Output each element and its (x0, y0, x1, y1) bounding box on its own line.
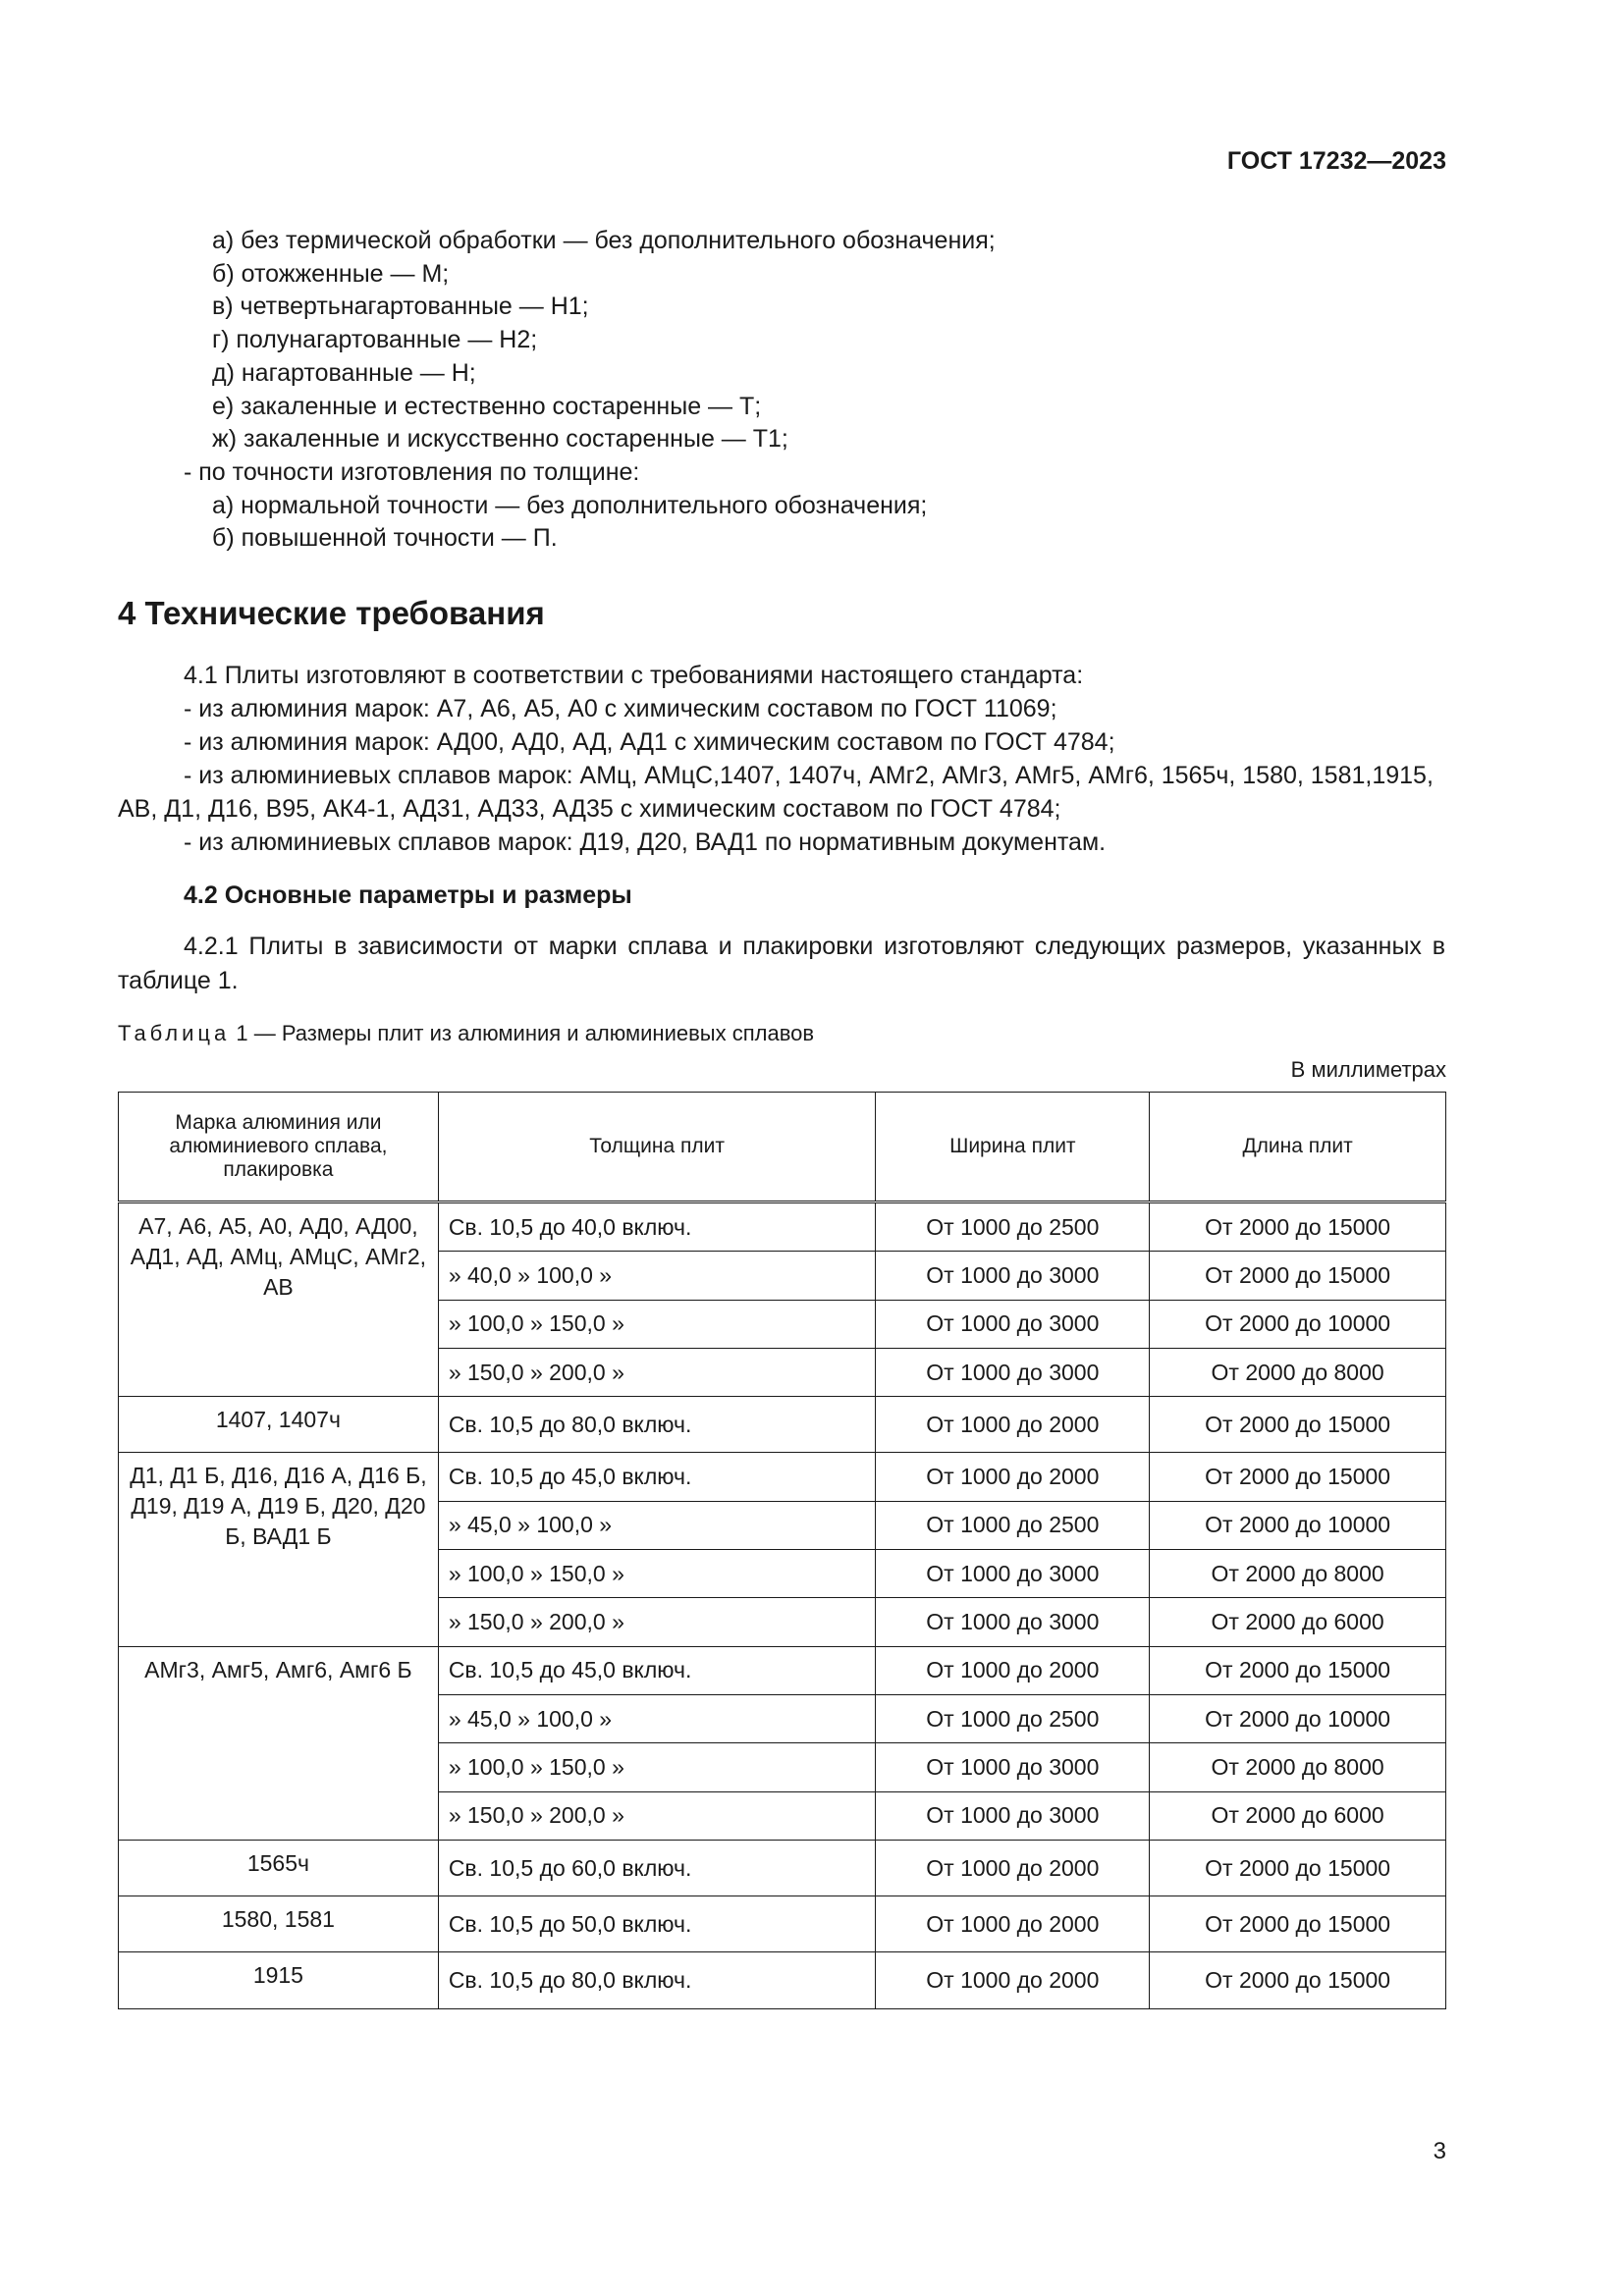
list-item: - из алюминия марок: А7, А6, А5, А0 с химическим составом по ГОСТ 11069; (184, 695, 1057, 722)
length-cell: От 2000 до 10000 (1150, 1300, 1446, 1348)
width-cell: От 1000 до 2500 (876, 1694, 1150, 1742)
page-number: 3 (1433, 2138, 1446, 2164)
thickness-cell: Св. 10,5 до 80,0 включ. (438, 1397, 876, 1453)
length-cell: От 2000 до 15000 (1150, 1840, 1446, 1896)
thickness-cell: Св. 10,5 до 45,0 включ. (438, 1646, 876, 1694)
width-cell: От 1000 до 2500 (876, 1501, 1150, 1549)
column-header-width: Ширина плит (876, 1093, 1150, 1202)
clause-4-1 (118, 659, 1445, 859)
grade-cell: АМг3, Амг5, Амг6, Амг6 Б (119, 1646, 439, 1840)
table-caption-text: 1 — Размеры плит из алюминия и алюминиевых сплавов (230, 1021, 815, 1045)
thickness-cell: » 100,0 » 150,0 » (438, 1743, 876, 1791)
thickness-cell: » 100,0 » 150,0 » (438, 1550, 876, 1598)
width-cell: От 1000 до 2000 (876, 1646, 1150, 1694)
list-item: а) нормальной точности — без дополнительного обозначения; (212, 491, 928, 519)
table-row (119, 1397, 1446, 1453)
width-cell: От 1000 до 3000 (876, 1743, 1150, 1791)
dimensions-table (118, 1092, 1446, 2009)
length-cell: От 2000 до 15000 (1150, 1252, 1446, 1300)
thickness-cell: Св. 10,5 до 50,0 включ. (438, 1896, 876, 1952)
table-row (119, 1202, 1446, 1252)
table-row (119, 1453, 1446, 1501)
clause-lead: 4.1 Плиты изготовляют в соответствии с требованиями настоящего стандарта: (184, 662, 1084, 689)
width-cell: От 1000 до 2000 (876, 1840, 1150, 1896)
width-cell: От 1000 до 2500 (876, 1202, 1150, 1252)
thickness-cell: Св. 10,5 до 80,0 включ. (438, 1952, 876, 2008)
thickness-cell: Св. 10,5 до 45,0 включ. (438, 1453, 876, 1501)
width-cell: От 1000 до 3000 (876, 1252, 1150, 1300)
width-cell: От 1000 до 3000 (876, 1348, 1150, 1396)
list-item: ж) закаленные и искусственно состаренные — Т1; (212, 425, 788, 454)
length-cell: От 2000 до 6000 (1150, 1598, 1446, 1646)
list-item: - из алюминиевых сплавов марок: АМц, АМцС,1407, 1407ч, АМг2, АМг3, АМг5, АМг6, 1565ч, 1580, 1581,1915, АВ, Д1, Д16, В95, АК4-1, АД31, АД33, АД35 с химическим составом по ГОСТ 4784; (118, 762, 1434, 823)
list-item: в) четвертьнагартованные — Н1; (212, 293, 589, 321)
width-cell: От 1000 до 3000 (876, 1300, 1150, 1348)
thickness-cell: » 150,0 » 200,0 » (438, 1791, 876, 1840)
length-cell: От 2000 до 10000 (1150, 1501, 1446, 1549)
clause-4-2-1: 4.2.1 Плиты в зависимости от марки сплава и плакировки изготовляют следующих размеров, указанных в таблице 1. (118, 933, 1445, 994)
list-item: б) повышенной точности — П. (212, 524, 558, 553)
table-caption-label: Таблица (118, 1021, 231, 1045)
document-id: ГОСТ 17232—2023 (1226, 147, 1446, 175)
width-cell: От 1000 до 3000 (876, 1791, 1150, 1840)
thickness-cell: » 150,0 » 200,0 » (438, 1348, 876, 1396)
width-cell: От 1000 до 2000 (876, 1453, 1150, 1501)
table-header-row (119, 1093, 1446, 1202)
list-item: д) нагартованные — Н; (212, 358, 476, 387)
width-cell: От 1000 до 3000 (876, 1550, 1150, 1598)
thickness-cell: Св. 10,5 до 60,0 включ. (438, 1840, 876, 1896)
list-item: г) полунагартованные — Н2; (212, 326, 538, 354)
list-item: - из алюминиевых сплавов марок: Д19, Д20, ВАД1 по нормативным документам. (184, 828, 1107, 856)
width-cell: От 1000 до 2000 (876, 1397, 1150, 1453)
table-body (119, 1202, 1446, 2009)
thickness-cell: » 100,0 » 150,0 » (438, 1300, 876, 1348)
length-cell: От 2000 до 8000 (1150, 1348, 1446, 1396)
grade-cell: 1915 (119, 1952, 439, 2008)
thickness-cell: » 45,0 » 100,0 » (438, 1501, 876, 1549)
table-row (119, 1840, 1446, 1896)
length-cell: От 2000 до 15000 (1150, 1397, 1446, 1453)
length-cell: От 2000 до 8000 (1150, 1550, 1446, 1598)
table-units: В миллиметрах (1290, 1057, 1446, 1082)
list-item: - из алюминия марок: АД00, АД0, АД, АД1 с химическим составом по ГОСТ 4784; (184, 728, 1115, 756)
thickness-cell: » 150,0 » 200,0 » (438, 1598, 876, 1646)
width-cell: От 1000 до 2000 (876, 1952, 1150, 2008)
list-item: а) без термической обработки — без дополнительного обозначения; (212, 227, 996, 254)
subsection-heading: 4.2 Основные параметры и размеры (184, 881, 632, 909)
grade-cell: 1565ч (119, 1840, 439, 1896)
grade-cell: Д1, Д1 Б, Д16, Д16 А, Д16 Б, Д19, Д19 А, Д19 Б, Д20, Д20 Б, ВАД1 Б (119, 1453, 439, 1646)
column-header-grade: Марка алюминия или алюминиевого сплава, плакировка (119, 1093, 439, 1202)
length-cell: От 2000 до 15000 (1150, 1896, 1446, 1952)
grade-cell: А7, А6, А5, А0, АД0, АД00, АД1, АД, АМц, АМцС, АМг2, АВ (119, 1202, 439, 1397)
section-heading: 4 Технические требования (118, 595, 545, 631)
list-item: - по точности изготовления по толщине: (184, 457, 640, 486)
table-row (119, 1646, 1446, 1694)
width-cell: От 1000 до 2000 (876, 1896, 1150, 1952)
length-cell: От 2000 до 6000 (1150, 1791, 1446, 1840)
grade-cell: 1407, 1407ч (119, 1397, 439, 1453)
table-row (119, 1896, 1446, 1952)
list-item: б) отожженные — М; (212, 259, 450, 288)
thickness-cell: » 40,0 » 100,0 » (438, 1252, 876, 1300)
table-row (119, 1952, 1446, 2008)
table-caption (118, 1021, 814, 1046)
thickness-cell: » 45,0 » 100,0 » (438, 1694, 876, 1742)
length-cell: От 2000 до 15000 (1150, 1453, 1446, 1501)
thickness-cell: Св. 10,5 до 40,0 включ. (438, 1202, 876, 1252)
temper-list (118, 225, 1445, 556)
column-header-length: Длина плит (1150, 1093, 1446, 1202)
grade-cell: 1580, 1581 (119, 1896, 439, 1952)
length-cell: От 2000 до 15000 (1150, 1202, 1446, 1252)
column-header-thickness: Толщина плит (438, 1093, 876, 1202)
list-item: е) закаленные и естественно состаренные — Т; (212, 392, 762, 420)
length-cell: От 2000 до 10000 (1150, 1694, 1446, 1742)
width-cell: От 1000 до 3000 (876, 1598, 1150, 1646)
length-cell: От 2000 до 8000 (1150, 1743, 1446, 1791)
length-cell: От 2000 до 15000 (1150, 1952, 1446, 2008)
length-cell: От 2000 до 15000 (1150, 1646, 1446, 1694)
